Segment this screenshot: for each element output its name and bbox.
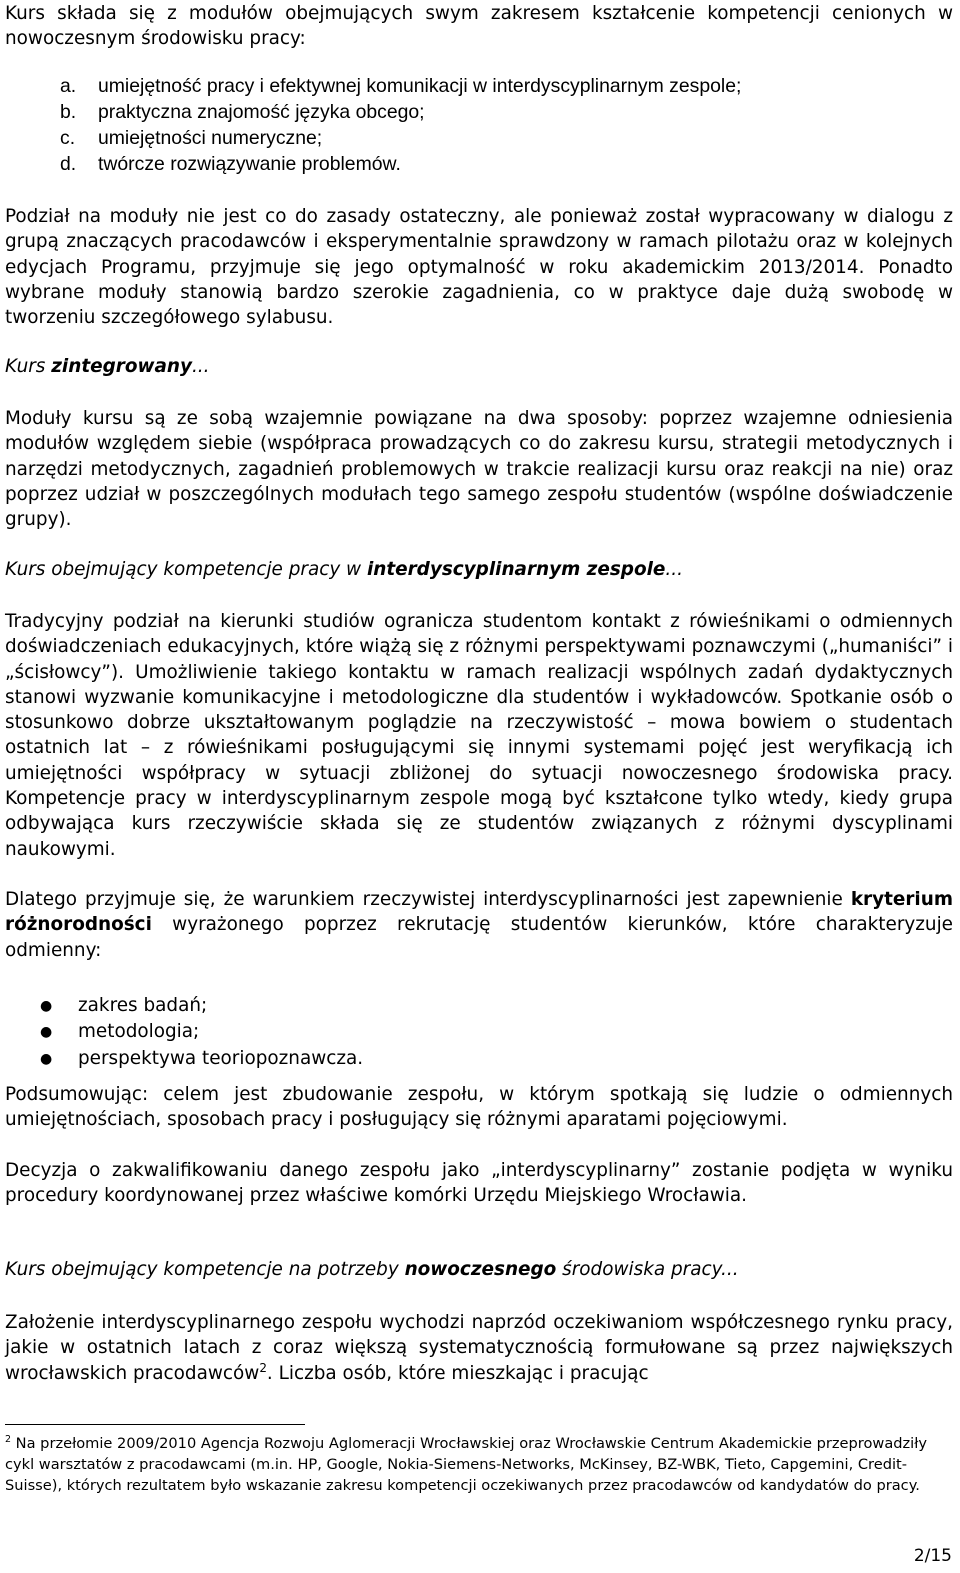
modules-list [60,73,741,177]
decision-paragraph: Decyzja o zakwalifikowaniu danego zespołu jako „interdyscyplinarny” zostanie podjęta w wyniku procedury koordynowanej przez właściwe komórki Urzędu Miejskiego Wrocławia. [5,1160,953,1207]
criteria-list [40,993,363,1072]
list-item: ● metodologia; [40,1019,363,1045]
page-number: 2/15 [913,1546,952,1566]
modules-division-paragraph: Podział na moduły nie jest co do zasady ostateczny, ale ponieważ został wypracowany w dialogu z grupą znaczących pracodawców i eksperymentalnie sprawdzony w ramach pilotażu oraz w kolejnych edycjach Programu, przyjmuje się jego optymalność w roku akademickim 2013/2014. Ponadto wybrane moduły stanowią bardzo szerokie zagadnienia, co w praktyce daje dużą swobodę w tworzeniu szczegółowego sylabusu. [5,206,953,329]
footnote-separator [5,1424,305,1425]
list-item: d. twórcze rozwiązywanie problemów. [60,153,401,175]
interdisciplinary-paragraph: Tradycyjny podział na kierunki studiów ogranicza studentom kontakt z rówieśnikami o odmiennych doświadczeniach edukacyjnych, które wiążą się z różnymi perspektywami poznawczymi („humaniści” i „ścisłowcy”). Umożliwienie takiego kontaktu w ramach realizacji wspólnych zadań dydaktycznych stanowi wyzwanie komunikacyjne i metodologiczne dla studentów i wykładowców. Spotkanie osób o stosunkowo dobrze ukształtowanym poglądzie na rzeczywistość – mowa bowiem o studentach ostatnich lat – z rówieśnikami posługującymi się innymi systemami pojęć jest weryfikacją ich umiejętności współpracy w sytuacji zbliżonej do sytuacji nowoczesnego środowiska pracy. Kompetencje pracy w interdyscyplinarnym zespole mogą być kształcone tylko wtedy, kiedy grupa odbywająca kurs rzeczywiście składa się ze studentów związanych z różnymi dyscyplinami naukowymi. [5,611,953,860]
list-item: ● zakres badań; [40,993,363,1019]
heading-modern-workplace: Kurs obejmujący kompetencje na potrzeby nowoczesnego środowiska pracy... [5,1259,739,1280]
bullet-icon: ● [40,998,53,1014]
list-item: a. umiejętność pracy i efektywnej komunikacji w interdyscyplinarnym zespole; [60,75,742,97]
labour-market-paragraph: Założenie interdyscyplinarnego zespołu wychodzi naprzód oczekiwaniom współczesnego rynku pracy, jakie w ostatnich latach z coraz większą systematycznością formułowane są przez największych wrocławskich pracodawców$^2$. Liczba osób, które mieszkając i pracując [5,1312,953,1384]
list-item: ● perspektywa teoriopoznawcza. [40,1046,363,1072]
intro-paragraph: Kurs składa się z modułów obejmujących swym zakresem kształcenie kompetencji cenionych w nowoczesnym środowisku pracy: [5,3,953,50]
heading-integrated-course: Kurs zintegrowany... [5,356,210,377]
bullet-icon: ● [40,1024,53,1041]
heading-interdisciplinary-team: Kurs obejmujący kompetencje pracy w interdyscyplinarnym zespole... [5,559,683,580]
diversity-criterion-paragraph: Dlatego przyjmuje się, że warunkiem rzeczywistej interdyscyplinarności jest zapewnienie kryterium różnorodności wyrażonego poprzez rekrutację studentów kierunków, które charakteryzuje odmienny: [5,889,953,961]
footnote: $^2$ Na przełomie 2009/2010 Agencja Rozwoju Aglomeracji Wrocławskiej oraz Wrocławskie Centrum Akademickie przeprowadziły cykl warsztatów z pracodawcami (m.in. HP, Google, Nokia-Siemens-Networks, McKinsey, BZ-WBK, Tieto, Capgemini, Credit-Suisse), których rezultatem było wskazanie zakresu kompetencji oczekiwanych przez pracodawców od kandydatów do pracy. [5,1434,928,1494]
integrated-course-paragraph: Moduły kursu są ze sobą wzajemnie powiązane na dwa sposoby: poprzez wzajemne odniesienia modułów względem siebie (współpraca prowadzących co do zakresu kursu, strategii metodycznych i narzędzi metodycznych, zagadnień problemowych w trakcie realizacji kursu oraz reakcji na nie) oraz poprzez udział w poszczególnych modułach tego samego zespołu studentów (wspólne doświadczenie grupy). [5,408,953,531]
summary-paragraph: Podsumowując: celem jest zbudowanie zespołu, w którym spotkają się ludzie o odmiennych umiejętnościach, sposobach pracy i posługujący się różnymi aparatami pojęciowymi. [5,1084,953,1131]
list-item: c. umiejętności numeryczne; [60,127,323,149]
list-item: b. praktyczna znajomość języka obcego; [60,101,425,123]
bullet-icon: ● [40,1050,53,1067]
